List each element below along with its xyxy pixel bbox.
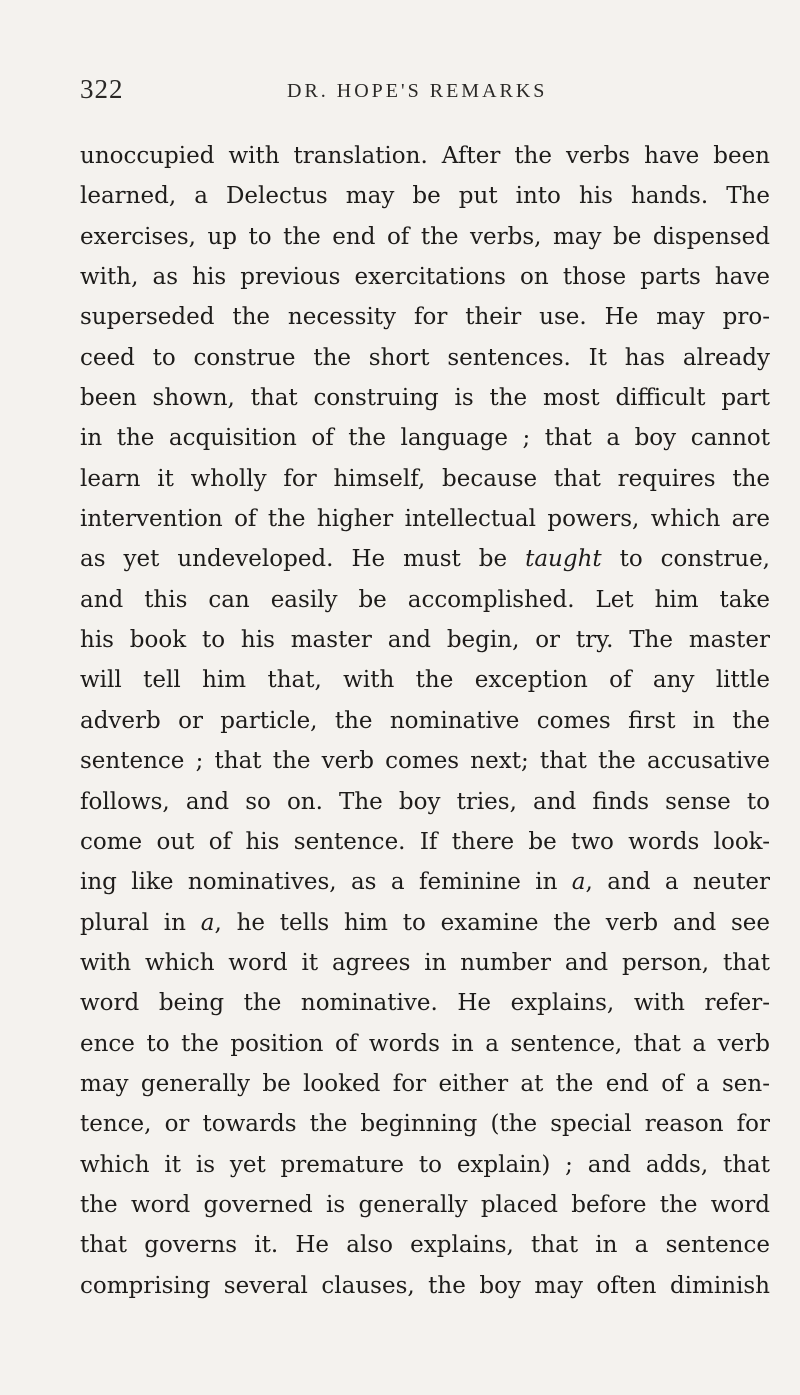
text-line: learned, a Delectus may be put into his hands. The — [80, 183, 770, 210]
text-line — [80, 862, 770, 902]
text-line: with, as his previous exercitations on those parts have — [80, 264, 770, 291]
text-segment: to construe, — [601, 546, 770, 573]
text-line: unoccupied with translation. After the verbs have been — [80, 143, 770, 169]
text-line: intervention of the higher intellectual powers, which are — [80, 506, 770, 533]
text-line: comprising several clauses, the boy may often diminish — [80, 1272, 770, 1299]
running-head: DR. HOPE'S REMARKS — [287, 80, 548, 102]
text-line: the word governed is generally placed before the word — [80, 1191, 770, 1218]
text-line: and this can easily be accomplished. Let him take — [80, 586, 770, 613]
text-line: in the acquisition of the language ; that a boy cannot — [80, 425, 770, 452]
page-number: 322 — [80, 74, 124, 104]
body-text — [80, 136, 770, 1306]
text-line: that governs it. He also explains, that in a sentence — [80, 1232, 770, 1259]
text-line: follows, and so on. The boy tries, and finds sense to — [80, 788, 770, 815]
text-segment: plural in — [80, 909, 201, 936]
text-line — [80, 539, 770, 579]
text-line: which it is yet premature to explain) ; and adds, that — [80, 1151, 770, 1178]
italic-word: a — [200, 909, 215, 936]
text-segment: , and a neuter — [585, 869, 771, 896]
text-line: his book to his master and begin, or try. The master — [80, 627, 770, 654]
text-line: ceed to construe the short sentences. It has already — [80, 344, 770, 371]
text-line: may generally be looked for either at the end of a sen- — [80, 1070, 770, 1097]
text-line: learn it wholly for himself, because that requires the — [80, 465, 770, 492]
text-line: with which word it agrees in number and person, that — [80, 949, 770, 976]
text-line — [80, 903, 770, 943]
text-line: superseded the necessity for their use. He may pro- — [80, 304, 770, 331]
text-segment: as yet undeveloped. He must be — [80, 546, 526, 573]
text-line: adverb or particle, the nominative comes first in the — [80, 707, 770, 734]
text-segment: ing like nominatives, as a feminine in — [80, 869, 572, 896]
text-line: sentence ; that the verb comes next; that the accusative — [80, 748, 770, 775]
text-line: tence, or towards the beginning (the special reason for — [80, 1111, 770, 1138]
text-line: will tell him that, with the exception of any little — [80, 667, 770, 694]
text-line: come out of his sentence. If there be two words look- — [80, 828, 770, 855]
italic-word: a — [571, 869, 586, 896]
text-line: word being the nominative. He explains, with refer- — [80, 990, 770, 1017]
text-line: been shown, that construing is the most difficult part — [80, 385, 770, 412]
italic-word: taught — [525, 546, 602, 573]
text-line: exercises, up to the end of the verbs, may be dispensed — [80, 223, 770, 250]
text-segment: , he tells him to examine the verb and see — [214, 909, 770, 936]
text-line: ence to the position of words in a sentence, that a verb — [80, 1030, 770, 1057]
